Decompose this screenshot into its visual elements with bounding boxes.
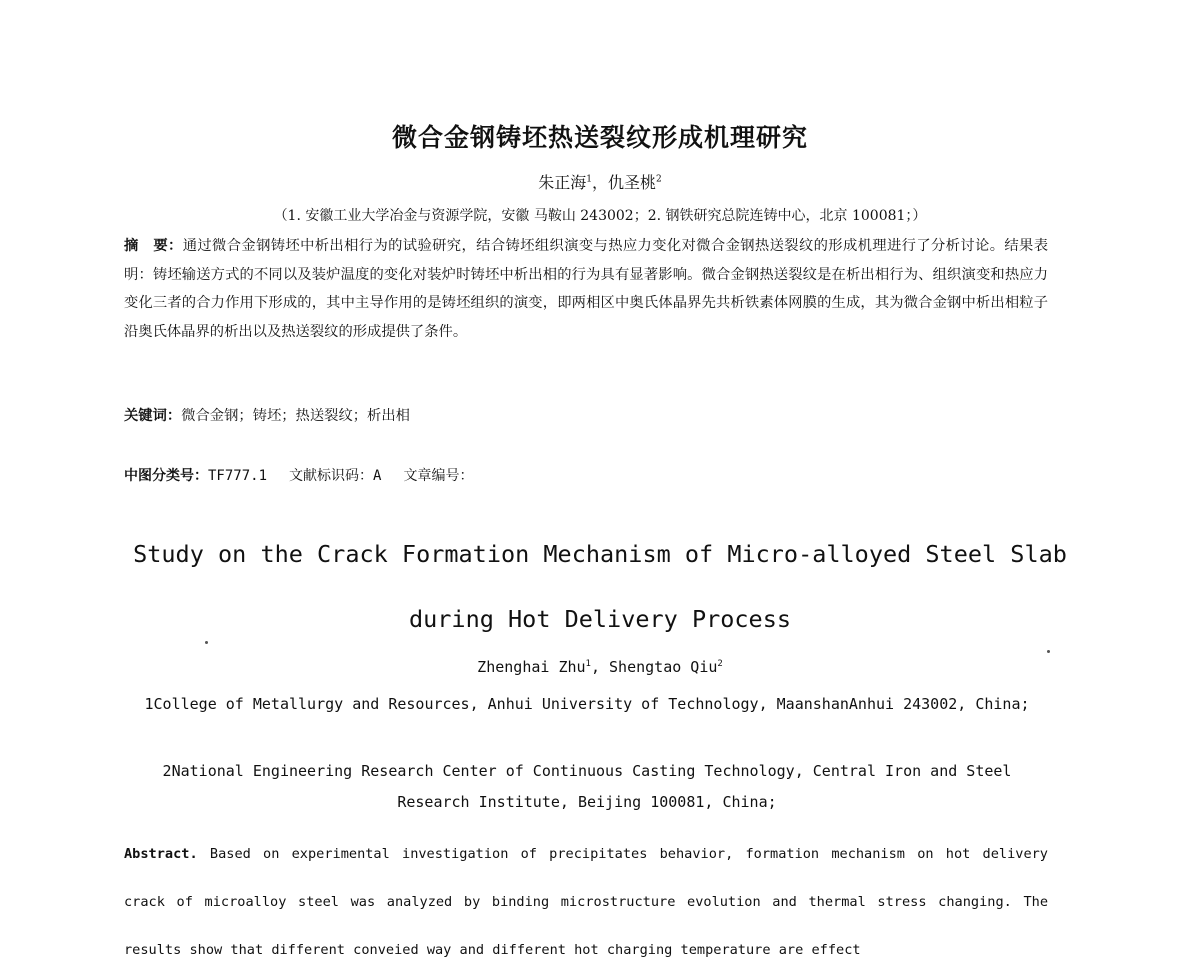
author-cn-2: 仇圣桃	[608, 173, 657, 192]
keywords-cn-label: 关键词：	[124, 408, 182, 424]
authors-cn	[0, 170, 1200, 193]
paper-title-cn: 微合金钢铸坯热送裂纹形成机理研究	[391, 123, 808, 152]
abstract-en-text: Based on experimental investigation of precipitates behavior, formation mechanism on hot delivery crack of microalloy steel was analyzed by binding microstructure evolution and thermal stress changing. The results show that different conveied way and different hot charging temperature are effect	[124, 846, 1048, 958]
author-en-1-sup: 1	[585, 659, 591, 669]
scan-speck	[1047, 650, 1050, 653]
affiliation-cn: （1. 安徽工业大学冶金与资源学院，安徽 马鞍山 243002；2. 钢铁研究总院连铸中心，北京 100081；）	[273, 208, 927, 224]
class-number-label: 中图分类号：	[124, 468, 208, 484]
keywords-cn	[124, 405, 410, 425]
article-number-label: 文章编号：	[403, 468, 474, 484]
affiliation-en-2: 2National Engineering Research Center of Continuous Casting Technology, Central Iron and Steel Research Institute, Beijing 100081, China;	[162, 762, 1012, 811]
abstract-en-label: Abstract.	[124, 846, 198, 862]
paper-title-en-line-1: Study on the Crack Formation Mechanism of Micro-alloyed Steel Slab	[133, 540, 1067, 568]
author-cn-1-sup: 1	[586, 174, 592, 185]
classification-line	[124, 465, 473, 485]
keywords-cn-text: 微合金钢；铸坯；热送裂纹；析出相	[181, 408, 410, 424]
scan-speck	[205, 641, 208, 644]
author-en-1: Zhenghai Zhu	[477, 658, 586, 676]
abstract-en	[124, 830, 1048, 974]
doc-code-value: A	[373, 468, 382, 484]
paper-title-en-line-2: during Hot Delivery Process	[408, 605, 791, 633]
doc-code-label: 文献标识码：	[289, 468, 374, 484]
class-number-value: TF777.1	[208, 468, 268, 484]
author-separator: ，	[591, 173, 608, 192]
abstract-cn-label: 摘 要：	[124, 238, 183, 254]
author-cn-2-sup: 2	[656, 174, 662, 185]
abstract-cn-text: 通过微合金钢铸坯中析出相行为的试验研究，结合铸坯组织演变与热应力变化对微合金钢热送裂纹的形成机理进行了分析讨论。结果表明：铸坯输送方式的不同以及装炉温度的变化对装炉时铸坯中析出相的行为具有显著影响。微合金钢热送裂纹是在析出相行为、组织演变和热应力变化三者的合力作用下形成的，其中主导作用的是铸坯组织的演变，即两相区中奥氏体晶界先共析铁素体网膜的生成，其为微合金钢中析出相粒子沿奥氏体晶界的析出以及热送裂纹的形成提供了条件。	[124, 238, 1049, 340]
author-en-2: Shengtao Qiu	[609, 658, 718, 676]
affiliation-en-1: 1College of Metallurgy and Resources, Anhui University of Technology, MaanshanAnhui 243002, China;	[144, 695, 1030, 713]
author-en-2-sup: 2	[717, 659, 723, 669]
author-cn-1: 朱正海	[538, 173, 587, 192]
authors-en	[0, 658, 1200, 676]
abstract-cn	[124, 232, 1048, 346]
author-separator-en: ,	[590, 658, 610, 676]
